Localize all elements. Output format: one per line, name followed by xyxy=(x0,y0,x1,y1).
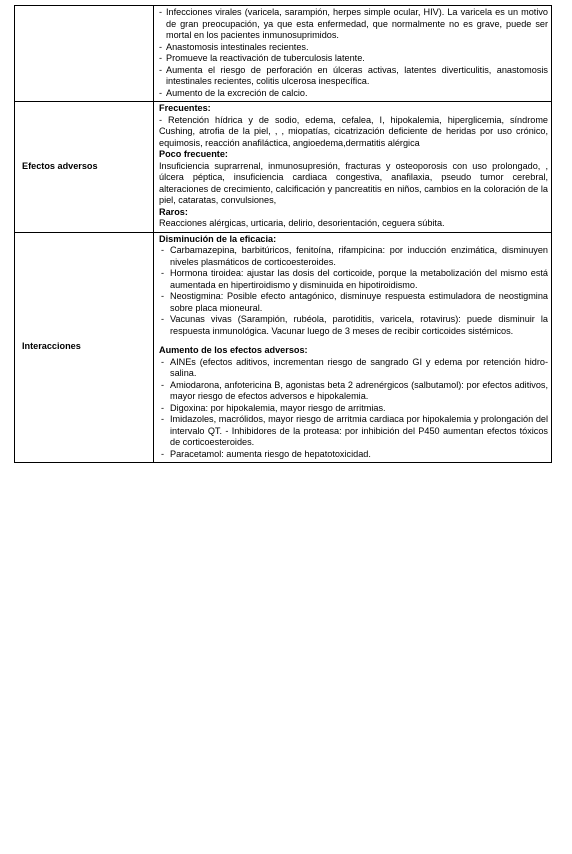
uncommon-heading: Poco frecuente: xyxy=(159,149,228,159)
table-row xyxy=(15,102,552,233)
decrease-efficacy-list xyxy=(159,245,548,337)
list-item: - Aumenta el riesgo de perforación en úlceras activas, latentes diverticulitis, anastomosis intestinales recientes, colitis ulcerosa inespecífica. xyxy=(159,65,548,88)
uncommon-text: Insuficiencia suprarrenal, inmunosupresión, fracturas y osteoporosis con uso prolongado, , úlcera péptica, insuficiencia cardiaca congestiva, anafilaxia, pseudo tumor cerebral, alteraciones de crecimiento, calcificación y pancreatitis en niños, cambios en la coloración de la piel, cataratas, convulsiones, xyxy=(159,160,548,205)
list-item: - Carbamazepina, barbitúricos, fenitoína, rifampicina: por inducción enzimática, disminuyen niveles plasmáticos de corticoesteroides. xyxy=(159,245,548,268)
drug-info-table xyxy=(14,5,552,463)
list-item: - Vacunas vivas (Sarampión, rubéola, parotiditis, varicela, rotavirus): puede disminuir la respuesta inmunológica. Vacunar luego de 3 meses de recibir corticoides sistémicos. xyxy=(159,314,548,337)
frequent-heading: Frecuentes: xyxy=(159,103,211,113)
frequent-text: - Retención hídrica y de sodio, edema, cefalea, I, hipokalemia, hiperglicemia, síndrome Cushing, atrofia de la piel, , , miopatías, cicatrización deficiente de heridas por uso crónico, equimosis, reacción anafiláctica, angioedema,dermatitis alérgica xyxy=(159,114,548,148)
list-item: - Paracetamol: aumenta riesgo de hepatotoxicidad. xyxy=(159,449,548,461)
list-item: - Digoxina: por hipokalemia, mayor riesgo de arritmias. xyxy=(159,403,548,415)
increase-adverse-heading: Aumento de los efectos adversos: xyxy=(159,345,308,355)
increase-adverse-list xyxy=(159,357,548,461)
list-item: - Amiodarona, anfotericina B, agonistas beta 2 adrenérgicos (salbutamol): por efectos aditivos, mayor riesgo de efectos adversos e hipokalemia. xyxy=(159,380,548,403)
contraindications-content xyxy=(154,6,552,102)
list-item: - Imidazoles, macrólidos, mayor riesgo de arritmia cardiaca por hipokalemia y prolongación del intervalo QT. - Inhibidores de la proteasa: por inhibición del P450 aumentan efectos tóxicos de corticoesteroides. xyxy=(159,414,548,449)
list-item: - AINEs (efectos aditivos, incrementan riesgo de sangrado GI y edema por retención hidro-salina. xyxy=(159,357,548,380)
list-item: - Promueve la reactivación de tuberculosis latente. xyxy=(159,53,548,65)
table-row xyxy=(15,232,552,463)
list-item: - Neostigmina: Posible efecto antagónico, disminuye respuesta estimuladora de neostigmina sobre placa mioneural. xyxy=(159,291,548,314)
rare-heading: Raros: xyxy=(159,206,188,217)
adverse-effects-label: Efectos adversos xyxy=(15,102,154,233)
row-label xyxy=(15,6,154,102)
decrease-efficacy-heading: Disminución de la eficacia: xyxy=(159,233,277,244)
interactions-label: Interacciones xyxy=(15,232,154,463)
list-item: - Infecciones virales (varicela, sarampión, herpes simple ocular, HIV). La varicela es un motivo de gran preocupación, ya que esta enfermedad, que normalmente no es grave, puede ser mortal en los pacientes inmunosuprimidos. xyxy=(159,7,548,42)
rare-text: Reacciones alérgicas, urticaria, delirio, desorientación, ceguera súbita. xyxy=(159,218,445,228)
table-row xyxy=(15,6,552,102)
precautions-list xyxy=(159,7,548,99)
list-item: - Anastomosis intestinales recientes. xyxy=(159,42,548,54)
list-item: - Aumento de la excreción de calcio. xyxy=(159,88,548,100)
list-item: - Hormona tiroidea: ajustar las dosis del corticoide, porque la metabolización del mismo está aumentada en hipertiroidismo y disminuida en hipotiroidismo. xyxy=(159,268,548,291)
interactions-content xyxy=(154,232,552,463)
adverse-effects-content xyxy=(154,102,552,233)
